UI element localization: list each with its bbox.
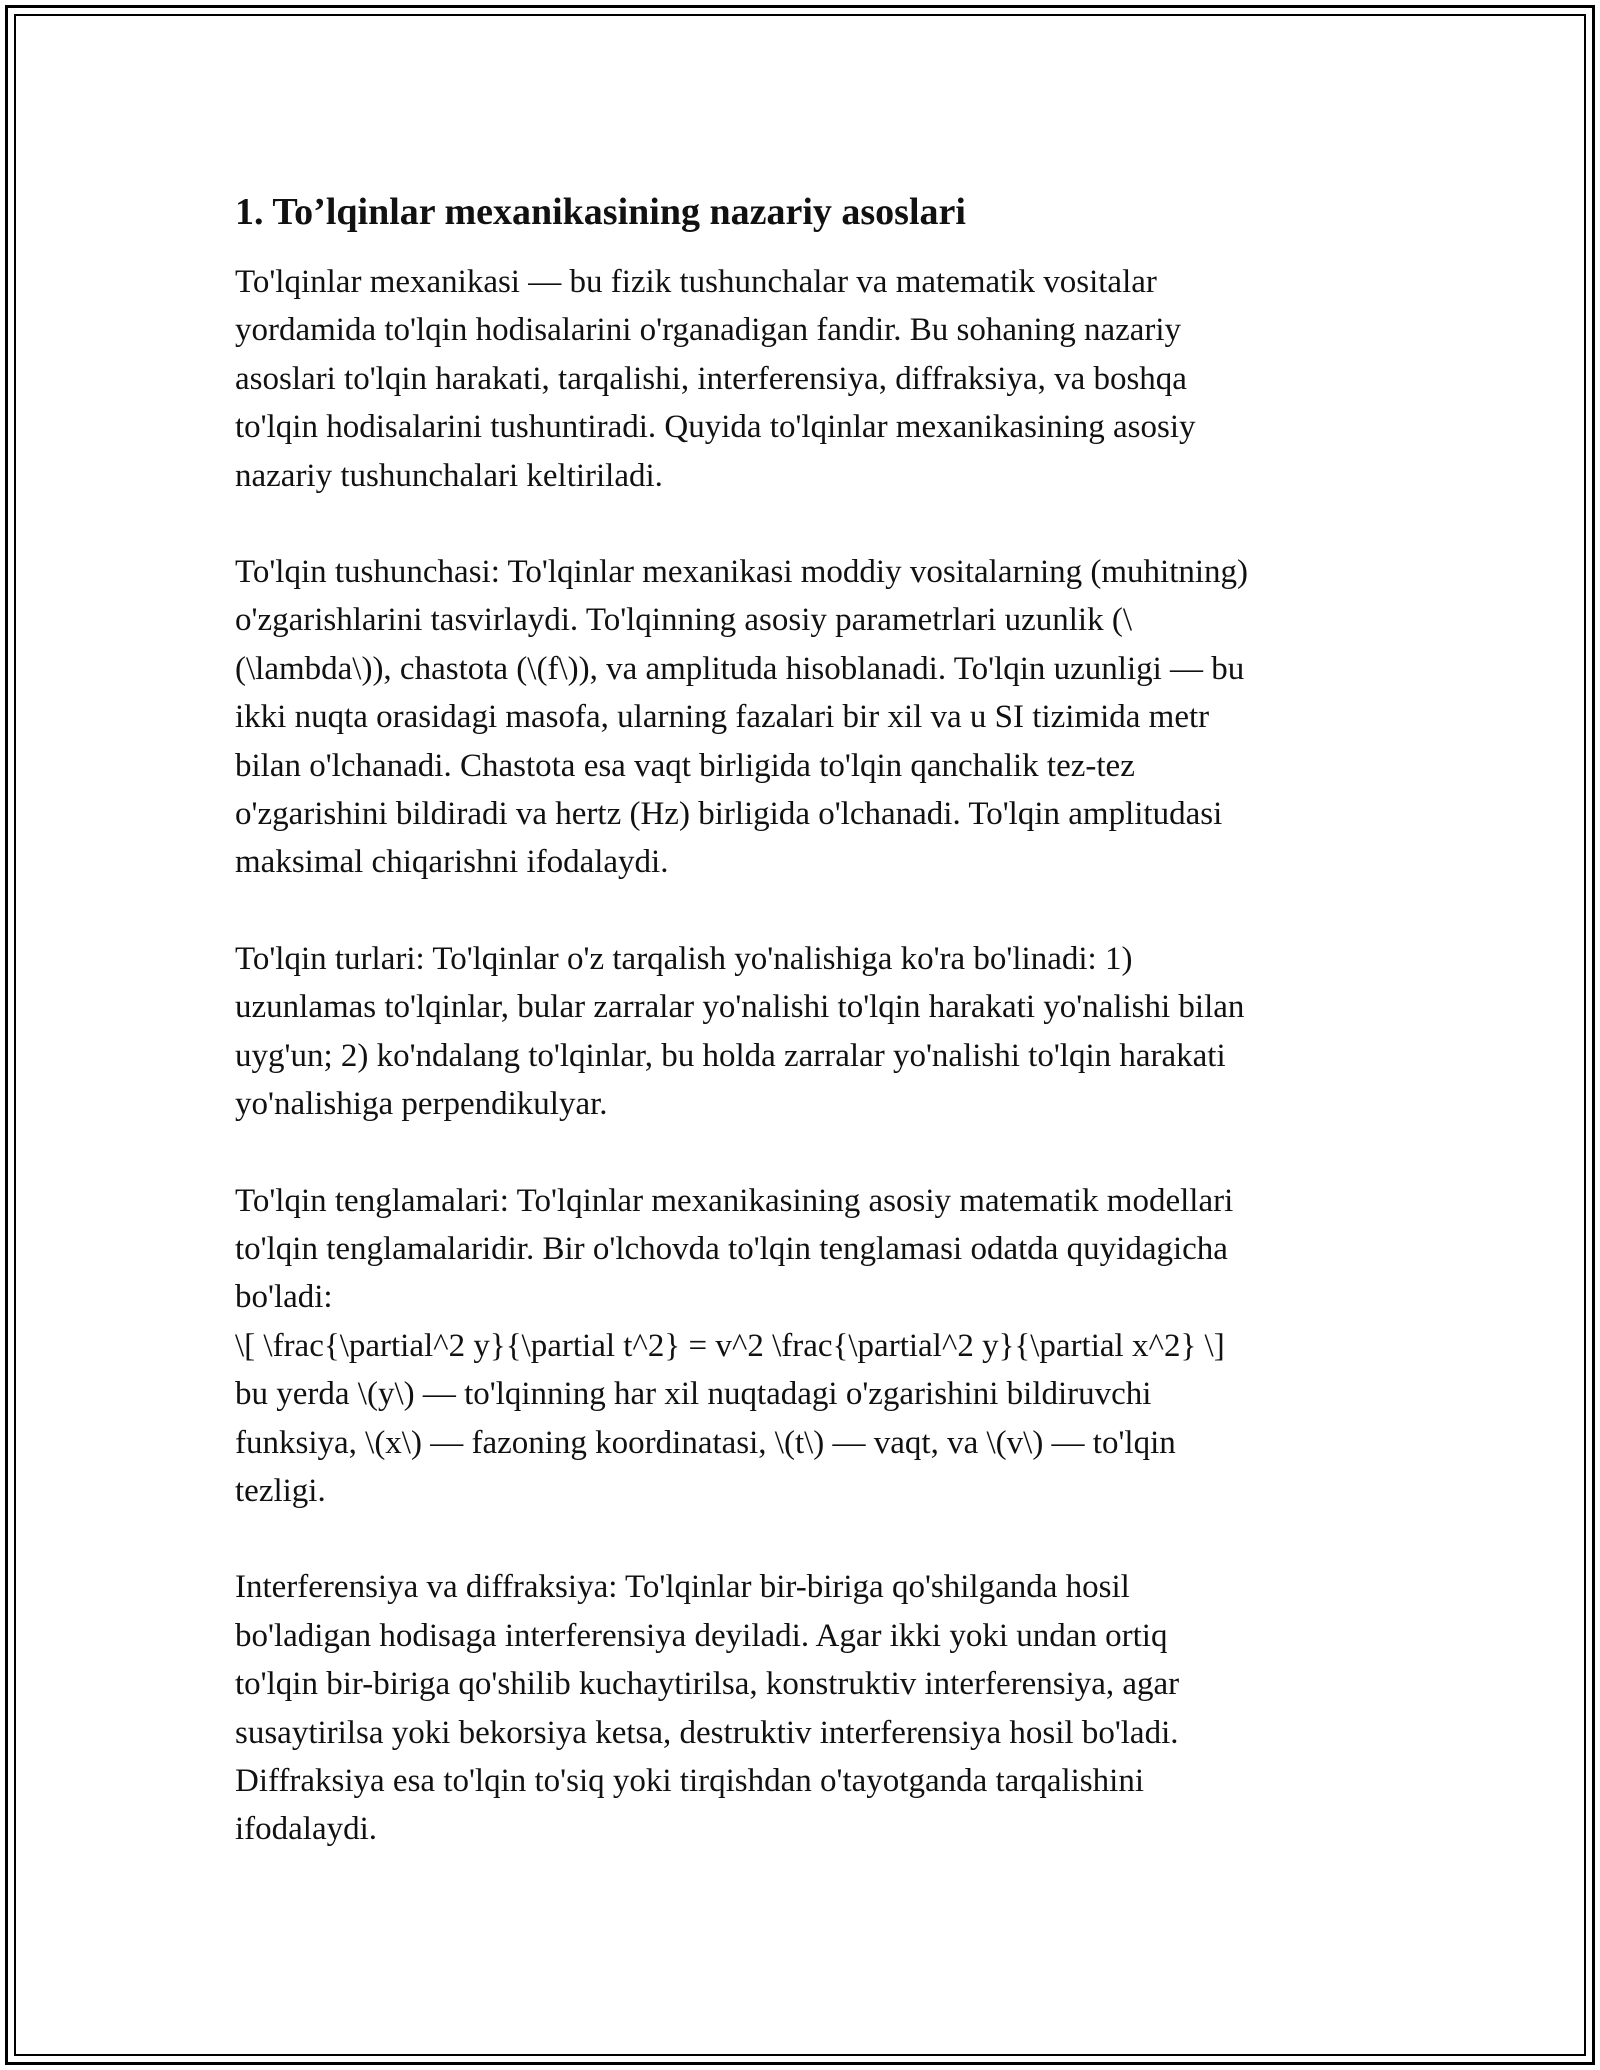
- paragraph-wave-types: To'lqin turlari: To'lqinlar o'z tarqalish yo'nalishiga ko'ra bo'linadi: 1) uzunlamas to'lqinlar, bular zarralar yo'nalishi to'lqin harakati yo'nalishi bilan uyg'un; 2) ko'ndalang to'lqinlar, bu holda zarralar yo'nalishi to'lqin harakati yo'nalishiga perpendikulyar.: [235, 940, 1245, 1123]
- document-body: [235, 186, 1385, 1854]
- paragraph-wave-concept: To'lqin tushunchasi: To'lqinlar mexanikasi moddiy vositalarning (muhitning) o'zgarishlarini tasvirlaydi. To'lqinning asosiy parametrlari uzunlik (\ (\lambda\)), chastota (\(f\)), va amplituda hisoblanadi. To'lqin uzunligi — bu ikki nuqta orasidagi masofa, ularning fazalari bir xil va u SI tizimida metr bilan o'lchanadi. Chastota esa vaqt birligida to'lqin qanchalik tez-tez o'zgarishini bildiradi va hertz (Hz) birligida o'lchanadi. To'lqin amplitudasi maksimal chiqarishni ifodalaydi.: [235, 554, 1249, 881]
- paragraph-interference-diffraction: Interferensiya va diffraksiya: To'lqinlar bir-biriga qo'shilganda hosil bo'ladigan hodisaga interferensiya deyiladi. Agar ikki yoki undan ortiq to'lqin bir-biriga qo'shilib kuchaytirilsa, konstruktiv interferensiya, agar susaytirilsa yoki bekorsiya ketsa, destruktiv interferensiya hosil bo'ladi. Diffraksiya esa to'lqin to'siq yoki tirqishdan o'tayotganda tarqalishini ifodalaydi.: [235, 1569, 1180, 1848]
- section-heading: 1. To’lqinlar mexanikasining nazariy asoslari: [235, 191, 966, 233]
- paragraph-wave-equations: To'lqin tenglamalari: To'lqinlar mexanikasining asosiy matematik modellari to'lqin tenglamalaridir. Bir o'lchovda to'lqin tenglamasi odatda quyidagicha bo'ladi: \[ \frac{\partial^2 y}{\partial t^2} = v^2 \frac{\partial^2 y}{\partial x^2} \] bu yerda \(y\) — to'lqinning har xil nuqtadagi o'zgarishini bildiruvchi funksiya, \(x\) — fazoning koordinatasi, \(t\) — vaqt, va \(v\) — to'lqin tezligi.: [235, 1182, 1234, 1509]
- paragraph-introduction: To'lqinlar mexanikasi — bu fizik tushunchalar va matematik vositalar yordamida to'lqin hodisalarini o'rganadigan fandir. Bu sohaning nazariy asoslari to'lqin harakati, tarqalishi, interferensiya, diffraksiya, va boshqa to'lqin hodisalarini tushuntiradi. Quyida to'lqinlar mexanikasining asosiy nazariy tushunchalari keltiriladi.: [235, 264, 1196, 494]
